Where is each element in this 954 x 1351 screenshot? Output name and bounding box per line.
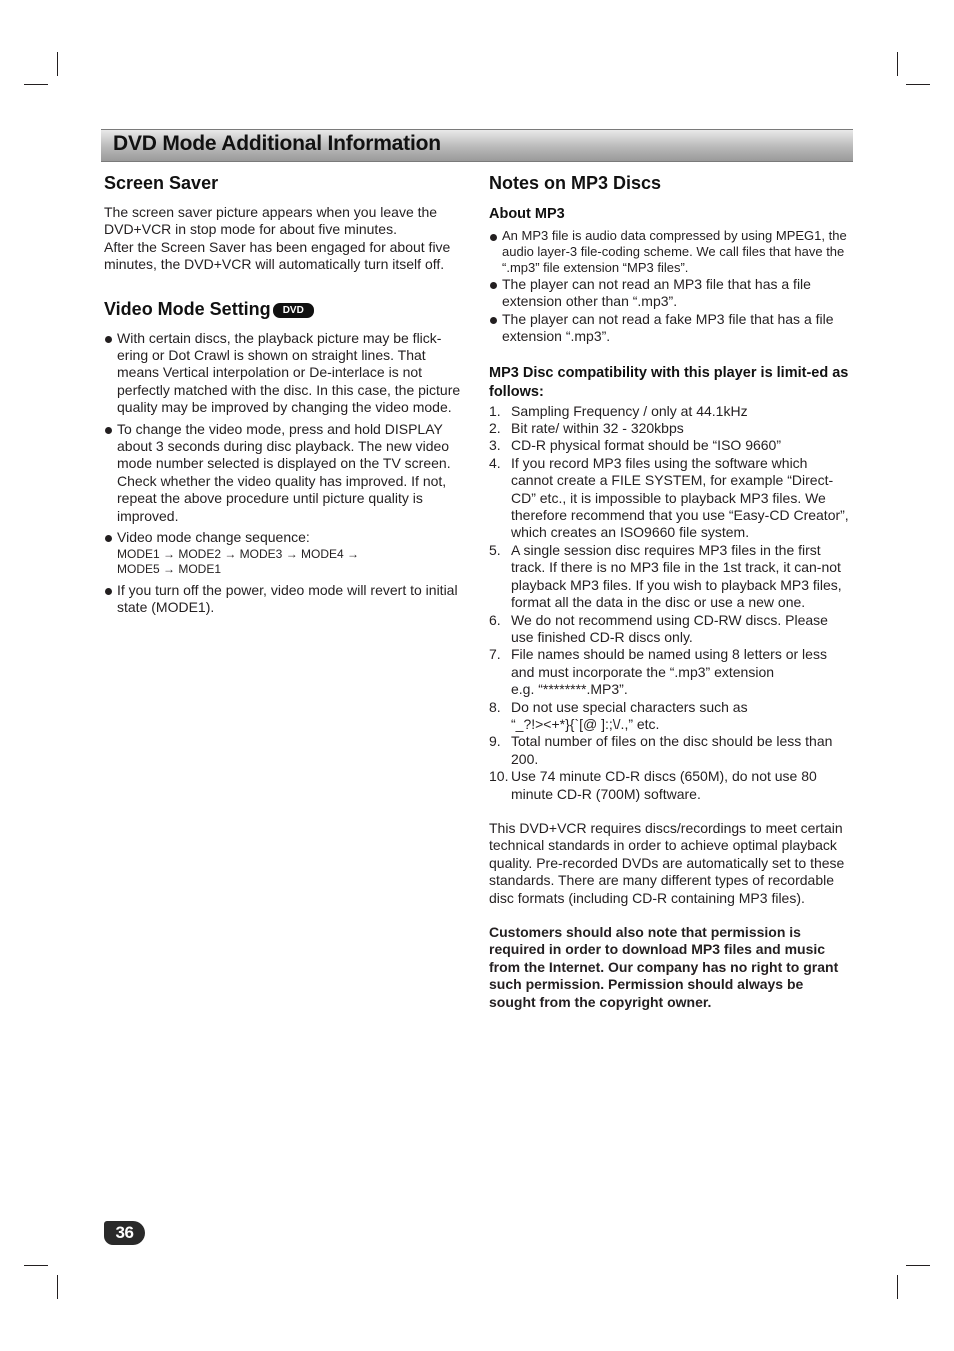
crop-mark xyxy=(57,52,58,76)
item-number: 6. xyxy=(489,611,501,628)
mode-sequence xyxy=(117,547,468,578)
item-number: 4. xyxy=(489,454,501,471)
screen-saver-paragraph: The screen saver picture appears when you leave the DVD+VCR in stop mode for about five minutes. xyxy=(104,204,438,238)
page-title: DVD Mode Additional Information xyxy=(113,132,441,155)
video-mode-heading-text: Video Mode Setting xyxy=(104,298,271,319)
crop-mark xyxy=(57,1275,58,1299)
list-item xyxy=(489,646,853,698)
list-item-text: We do not recommend using CD-RW discs. Please use finished CD-R discs only. xyxy=(511,611,828,645)
list-item-text: Total number of files on the disc should be less than 200. xyxy=(511,733,833,767)
list-item xyxy=(489,455,853,542)
item-number: 1. xyxy=(489,402,501,419)
list-item xyxy=(489,420,853,437)
mp3-heading: Notes on MP3 Discs xyxy=(489,173,662,193)
item-number: 9. xyxy=(489,733,501,750)
list-item xyxy=(489,311,853,346)
bullet-icon xyxy=(105,535,112,542)
item-number: 2. xyxy=(489,420,501,437)
bullet-icon xyxy=(490,317,497,324)
list-item-text: With certain discs, the playback picture may be flick-ering or Dot Crawl is shown on straight lines. That means Vertical interpolation or De-interlace is not perfectly matched with the disc. In this case, the picture quality may be improved by changing the video mode. xyxy=(117,329,461,416)
list-item-text: Video mode change sequence: xyxy=(117,529,310,546)
list-item xyxy=(104,529,468,577)
list-item-text: To change the video mode, press and hold DISPLAY about 3 seconds during disc playback. The new video mode number selected is displayed on the TV screen. Check whether the video quality has improved. If not, repeat the above procedure until picture quality is improved. xyxy=(117,420,451,524)
list-item-text: An MP3 file is audio data compressed by using MPEG1, the audio layer-3 file-coding scheme. We call files that have the “.mp3” file extension “MP3 files”. xyxy=(502,228,847,275)
compat-heading: MP3 Disc compatibility with this player is limit-ed as follows: xyxy=(489,364,849,401)
list-item-text: Do not use special characters such as xyxy=(511,698,748,715)
list-item xyxy=(489,276,853,311)
list-item xyxy=(489,768,853,803)
dvd-badge: DVD xyxy=(273,303,314,318)
list-item xyxy=(489,542,853,612)
about-mp3-list xyxy=(489,228,853,346)
bullet-icon xyxy=(105,588,112,595)
list-item xyxy=(104,421,468,525)
crop-mark xyxy=(906,84,930,85)
list-item xyxy=(489,403,853,420)
mode-sequence-line: MODE1 → MODE2 → MODE3 → MODE4 → xyxy=(117,546,360,561)
about-mp3-heading: About MP3 xyxy=(489,206,565,222)
list-item-text: File names should be named using 8 letters or less and must incorporate the “.mp3” extension xyxy=(511,646,827,680)
screen-saver-paragraph-2: After the Screen Saver has been engaged for about five minutes, the DVD+VCR will automatically turn itself off. xyxy=(104,238,451,273)
list-item-text: CD-R physical format should be “ISO 9660” xyxy=(511,437,781,454)
bullet-icon xyxy=(490,282,497,289)
right-column xyxy=(489,172,853,1011)
video-mode-list xyxy=(104,330,468,617)
list-item-text: If you turn off the power, video mode will revert to initial state (MODE1). xyxy=(117,581,458,615)
item-number: 5. xyxy=(489,541,501,558)
list-item xyxy=(104,330,468,417)
list-item-text: Sampling Frequency / only at 44.1kHz xyxy=(511,402,748,419)
list-item-text: Use 74 minute CD-R discs (650M), do not use 80 minute CD-R (700M) software. xyxy=(511,768,817,802)
list-item-text: A single session disc requires MP3 files in the first track. If there is no MP3 file in the 1st track, it can-not playback MP3 files. If you wish to playback MP3 files, format all the data in the disc or use a new one. xyxy=(511,541,842,611)
item-number: 7. xyxy=(489,646,501,663)
screen-saver-heading: Screen Saver xyxy=(104,173,219,193)
list-item-text: If you record MP3 files using the software which cannot create a FILE SYSTEM, for example “Direct-CD” etc., it is impossible to playback MP3 files. We therefore recommend that you use “Easy-CD Creator”, which creates an ISO9660 file system. xyxy=(511,454,849,541)
section-banner xyxy=(101,129,853,162)
crop-mark xyxy=(897,52,898,76)
list-item xyxy=(489,733,853,768)
list-item-text: Bit rate/ within 32 - 320kbps xyxy=(511,420,684,437)
item-number: 3. xyxy=(489,437,501,454)
list-item xyxy=(489,699,853,734)
list-item-example: e.g. “********.MP3”. xyxy=(511,681,628,698)
left-column xyxy=(104,172,468,620)
bullet-icon xyxy=(105,427,112,434)
video-mode-heading xyxy=(104,298,468,320)
item-number: 10. xyxy=(489,768,509,785)
crop-mark xyxy=(24,84,48,85)
list-item xyxy=(489,437,853,454)
list-item-text: The player can not read a fake MP3 file that has a file extension “.mp3”. xyxy=(502,310,834,345)
list-item-example: “_?!><+*}{`[@ ]:;\/.,” etc. xyxy=(511,715,660,732)
item-number: 8. xyxy=(489,698,501,715)
page-number-badge: 36 xyxy=(104,1221,145,1245)
list-item-text: The player can not read an MP3 file that has a file extension other than “.mp3”. xyxy=(502,276,811,310)
copyright-notice: Customers should also note that permission is required in order to download MP3 files and music from the Internet. Our company has no right to grant such permission. Permission should always be sought from the copyright owner. xyxy=(489,924,839,1010)
standards-paragraph: This DVD+VCR requires discs/recordings to meet certain technical standards in order to achieve optimal playback quality. Pre-recorded DVDs are automatically set to these standards. There are many different types of recordable disc formats (including CD-R containing MP3 files). xyxy=(489,819,845,906)
crop-mark xyxy=(906,1265,930,1266)
bullet-icon xyxy=(105,336,112,343)
crop-mark xyxy=(24,1265,48,1266)
bullet-icon xyxy=(490,234,497,241)
compat-list xyxy=(489,403,853,803)
list-item xyxy=(489,228,853,276)
mode-sequence-line: MODE5 → MODE1 xyxy=(117,562,222,576)
list-item xyxy=(104,582,468,617)
list-item xyxy=(489,612,853,647)
crop-mark xyxy=(897,1275,898,1299)
